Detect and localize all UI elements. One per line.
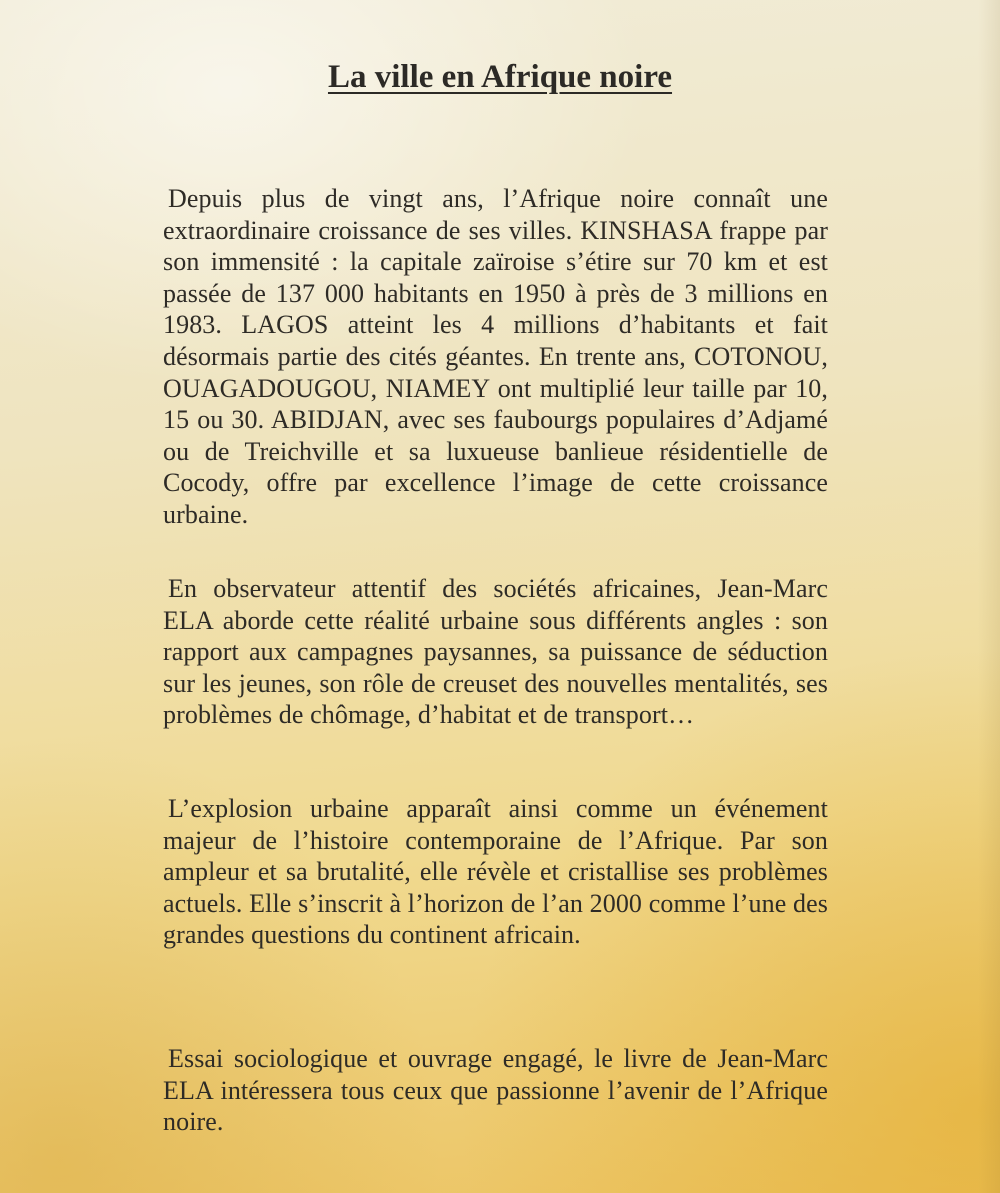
paragraph-urban-explosion: L’explosion urbaine apparaît ainsi comme un événement majeur de l’histoire contemporaine de l’Afrique. Par son ampleur et sa brutalité, elle révèle et cristallise ses problèmes actuels. Elle s’inscrit à l’horizon de l’an 2000 comme l’une des grandes questions du continent africain. bbox=[163, 794, 828, 950]
paragraph-author-angles: En observateur attentif des sociétés africaines, Jean-Marc ELA aborde cette réalité urbaine sous différents angles : son rapport aux campagnes paysannes, sa puissance de séduction sur les jeunes, son rôle de creuset des nouvelles mentalités, ses problèmes de chômage, d’habitat et de transport… bbox=[163, 574, 828, 730]
page-edge-shadow bbox=[978, 0, 1000, 1193]
paragraph-city-growth: Depuis plus de vingt ans, l’Afrique noire connaît une extraordinaire croissance de ses villes. KINSHASA frappe par son immensité : la capitale zaïroise s’étire sur 70 km et est passée de 137 000 habitants en 1950 à près de 3 millions en 1983. LAGOS atteint les 4 millions d’habitants et fait désormais partie des cités géantes. En trente ans, COTONOU, OUAGADOUGOU, NIAMEY ont multiplié leur taille par 10, 15 ou 30. ABIDJAN, avec ses faubourgs populaires d’Adjamé ou de Treichville et sa luxueuse banlieue résidentielle de Cocody, offre par excellence l’image de cette croissance urbaine. bbox=[163, 184, 828, 529]
paragraph-book-essay: Essai sociologique et ouvrage engagé, le livre de Jean-Marc ELA intéressera tous ceux que passionne l’avenir de l’Afrique noire. bbox=[163, 1044, 828, 1137]
page-title: La ville en Afrique noire bbox=[327, 59, 673, 95]
